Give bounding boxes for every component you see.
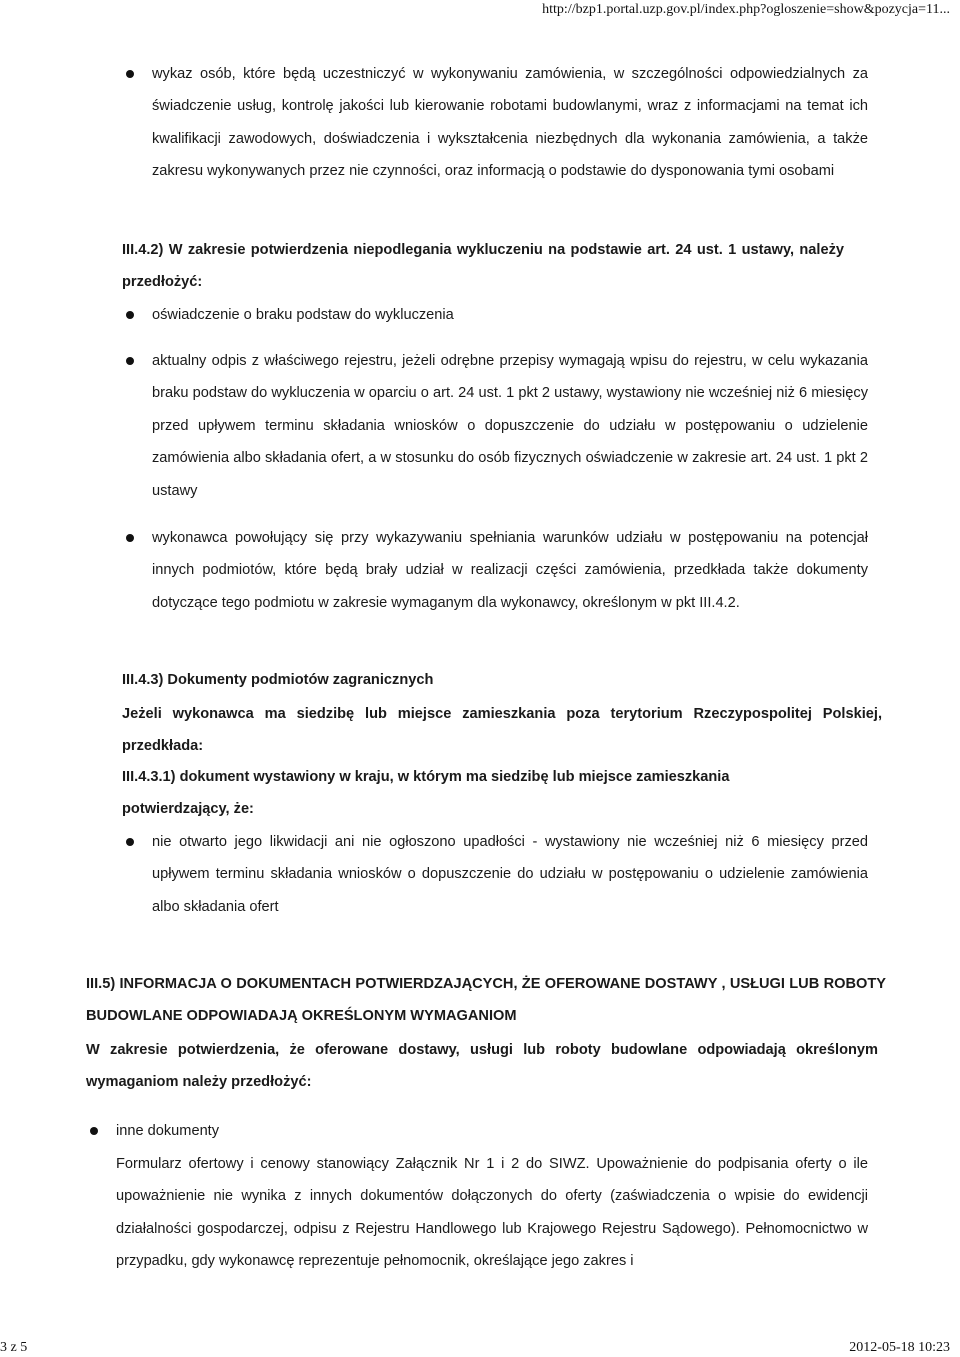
section-heading-iii-5 — [86, 968, 886, 1033]
list-item: oświadczenie o braku podstaw do wykluczenia — [152, 307, 454, 323]
list-item: aktualny odpis z właściwego rejestru, jeżeli odrębne przepisy wymagają wpisu do rejestru, w celu wykazania braku podstaw do wykluczenia w oparciu o art. 24 ust. 1 pkt 2 ustawy, wystawiony nie wcześniej niż 6 miesięcy przed upływem terminu składania wniosków o dopuszczenie do udziału w postępowaniu o udzielenie zamówienia albo składania ofert, a w stosunku do osób fizycznych oświadczenie w zakresie art. 24 ust. 1 pkt 2 ustawy — [152, 353, 868, 499]
list-item: wykaz osób, które będą uczestniczyć w wykonywaniu zamówienia, w szczególności odpowiedzialnych za świadczenie usług, kontrolę jakości lub kierowanie robotami budowlanymi, wraz z informacjami na temat ich kwalifikacji zawodowych, doświadczenia i wykształcenia niezbędnych dla wykonania zamówienia, a także zakresu wykonywanych przez nie czynności, oraz informacją o podstawie do dysponowania tymi osobami — [152, 66, 868, 180]
section-heading-iii-4-3-1: III.4.3.1) dokument wystawiony w kraju, w którym ma siedzibę lub miejsce zamieszkania potwierdzający, że: — [122, 769, 730, 818]
bullet-icon — [90, 1127, 98, 1135]
page-number-footer: 3 z 5 — [0, 1340, 28, 1355]
datetime-footer: 2012-05-18 10:23 — [849, 1340, 950, 1355]
bullet-icon — [126, 838, 134, 846]
section-heading-iii-4-3: III.4.3) Dokumenty podmiotów zagranicznych — [122, 672, 434, 688]
section-subheading-iii-4-3: Jeżeli wykonawca ma siedzibę lub miejsce zamieszkania poza terytorium Rzeczypospolitej Polskiej, przedkłada: — [122, 706, 882, 755]
page-url-header: http://bzp1.portal.uzp.gov.pl/index.php?ogloszenie=show&pozycja=11... — [542, 2, 950, 17]
list-item: wykonawca powołujący się przy wykazywaniu spełniania warunków udziału w postępowaniu na potencjał innych podmiotów, które będą brały udział w realizacji części zamówienia, przedkłada także dokumenty dotyczące tego podmiotu w zakresie wymaganym dla wykonawcy, określonym w pkt III.4.2. — [152, 530, 868, 611]
section-heading-iii-5-text: III.5) INFORMACJA O DOKUMENTACH POTWIERDZAJĄCYCH, ŻE OFEROWANE DOSTAWY , USŁUGI LUB ROBOTY BUDOWLANE ODPOWIADAJĄ OKREŚLONYM WYMAGANIOM — [86, 976, 886, 1025]
section-heading-iii-4-2: III.4.2) W zakresie potwierdzenia niepodlegania wykluczeniu na podstawie art. 24 ust. 1 ustawy, należy przedłożyć: — [122, 242, 844, 291]
section-subheading-iii-5: W zakresie potwierdzenia, że oferowane dostawy, usługi lub roboty budowlane odpowiadają określonym wymaganiom należy przedłożyć: — [86, 1042, 878, 1091]
list-item: Formularz ofertowy i cenowy stanowiący Załącznik Nr 1 i 2 do SIWZ. Upoważnienie do podpisania oferty o ile upoważnienie nie wynika z innych dokumentów dołączonych do oferty (zaświadczenia o wpisie do ewidencji działalności gospodarczej, odpisu z Rejestru Handlowego lub Krajowego Rejestru Sądowego). Pełnomocnictwo w przypadku, gdy wykonawcę reprezentuje pełnomocnik, określające jego zakres i — [116, 1156, 868, 1270]
bullet-icon — [126, 70, 134, 78]
list-item: nie otwarto jego likwidacji ani nie ogłoszono upadłości - wystawiony nie wcześniej niż 6 miesięcy przed upływem terminu składania wniosków o dopuszczenie do udziału w postępowaniu o udzielenie zamówienia albo składania ofert — [152, 834, 868, 915]
list-item-title: inne dokumenty — [116, 1123, 220, 1139]
bullet-icon — [126, 311, 134, 319]
bullet-icon — [126, 534, 134, 542]
bullet-icon — [126, 357, 134, 365]
